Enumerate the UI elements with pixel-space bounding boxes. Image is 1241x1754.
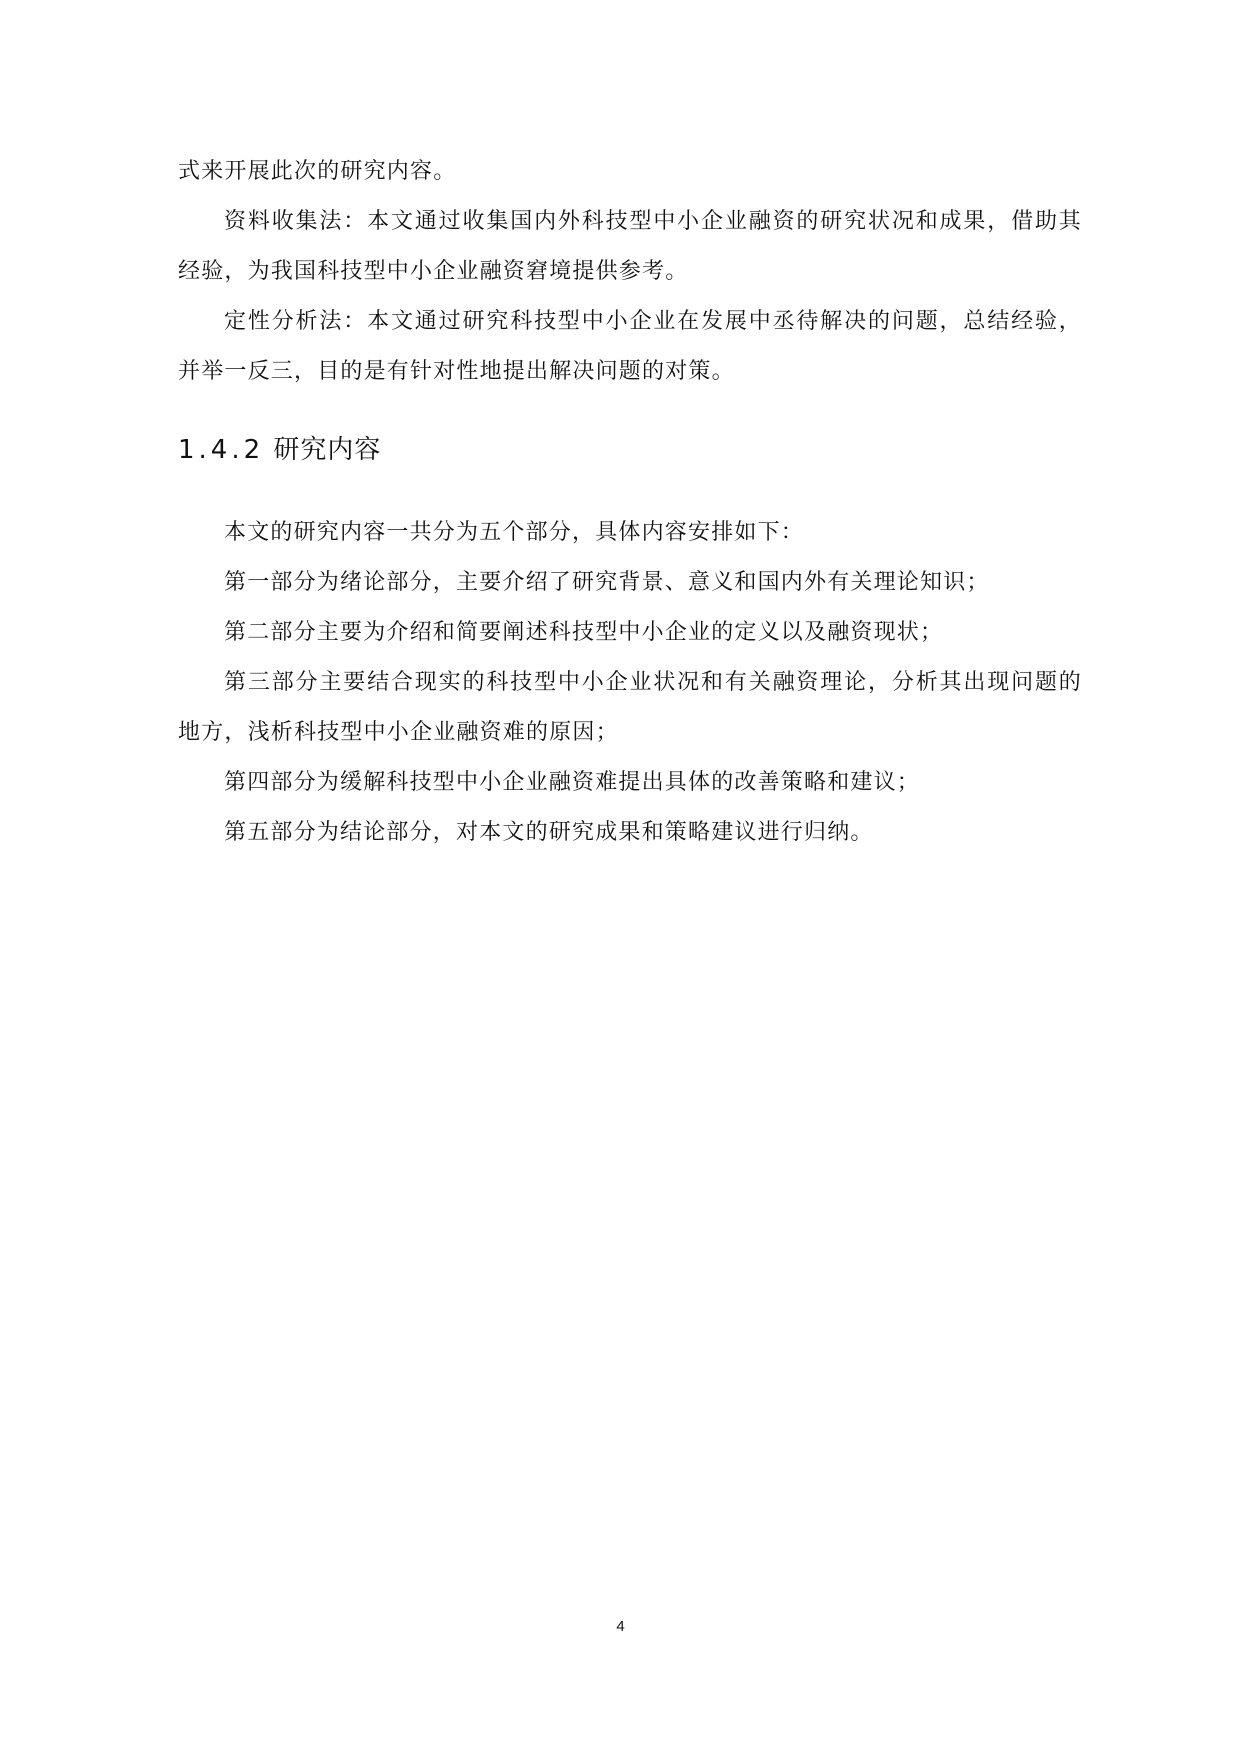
section-title: 研究内容 [273, 435, 382, 465]
paragraph-part-five: 第五部分为结论部分，对本文的研究成果和策略建议进行归纳。 [224, 820, 874, 845]
paragraph-intro-continuation: 式来开展此次的研究内容。 [178, 159, 457, 184]
paragraph-content-overview: 本文的研究内容一共分为五个部分，具体内容安排如下： [224, 520, 805, 545]
section-number: 1.4.2 [178, 435, 265, 465]
paragraph-part-four: 第四部分为缓解科技型中小企业融资难提出具体的改善策略和建议； [224, 770, 921, 795]
paragraph-part-one: 第一部分为绪论部分，主要介绍了研究背景、意义和国内外有关理论知识； [224, 570, 990, 595]
paragraph-qualitative-analysis-method: 定性分析法：本文通过研究科技型中小企业在发展中丞待解决的问题，总结经验，并举一反三，目的是有针对性地提出解决问题的对策。 [178, 309, 1082, 384]
paragraph-part-three: 第三部分主要结合现实的科技型中小企业状况和有关融资理论，分析其出现问题的地方，浅析科技型中小企业融资难的原因； [178, 670, 1082, 745]
section-heading [178, 430, 381, 470]
paragraph-data-collection-method: 资料收集法：本文通过收集国内外科技型中小企业融资的研究状况和成果，借助其经验，为我国科技型中小企业融资窘境提供参考。 [178, 209, 1082, 284]
page-number: 4 [616, 1618, 625, 1635]
paragraph-part-two: 第二部分主要为介绍和简要阐述科技型中小企业的定义以及融资现状； [224, 620, 944, 645]
